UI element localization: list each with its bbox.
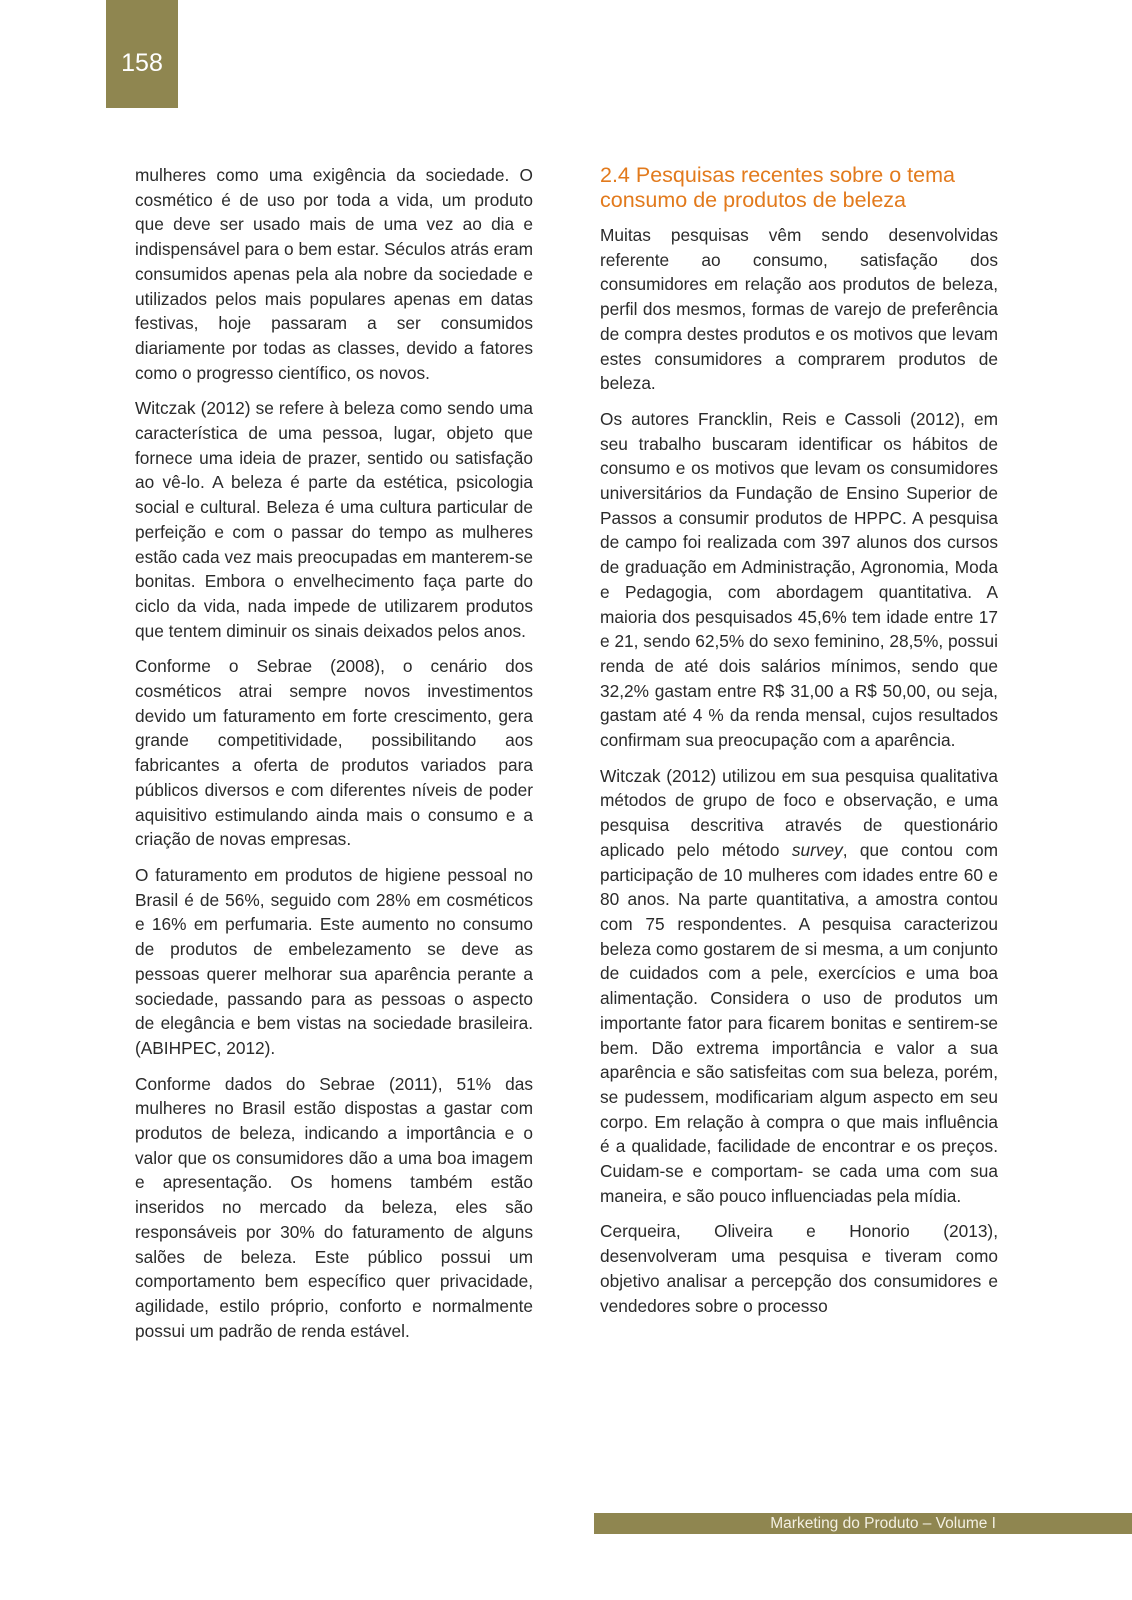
- section-heading: 2.4 Pesquisas recentes sobre o tema consumo de produtos de beleza: [600, 163, 955, 212]
- paragraph: mulheres como uma exigência da sociedade. O cosmético é de uso por toda a vida, um produto que deve ser usado mais de uma vez ao dia e indispensável para o bem estar. Séculos atrás eram consumidos apenas pela ala nobre da sociedade e utilizados pelos mais populares apenas em datas festivas, hoje passaram a ser consumidos diariamente por todas as classes, devido a fatores como o progresso científico, os novos.: [135, 165, 533, 383]
- paragraph: Os autores Francklin, Reis e Cassoli (2012), em seu trabalho buscaram identificar os hábitos de consumo e os motivos que levam os consumidores universitários da Fundação de Ensino Superior de Passos a consumir produtos de HPPC. A pesquisa de campo foi realizada com 397 alunos dos cursos de graduação em Administração, Agronomia, Moda e Pedagogia, com abordagem quantitativa. A maioria dos pesquisados 45,6% tem idade entre 17 e 21, sendo 62,5% do sexo feminino, 28,5%, possui renda de até dois salários mínimos, sendo que 32,2% gastam entre R$ 31,00 a R$ 50,00, ou seja, gastam até 4 % da renda mensal, cujos resultados confirmam sua preocupação com a aparência.: [600, 408, 998, 751]
- right-column: [600, 163, 998, 1329]
- paragraph: [600, 764, 998, 1209]
- paragraph: Witczak (2012) se refere à beleza como sendo uma característica de uma pessoa, lugar, objeto que fornece uma ideia de prazer, sentido ou satisfação ao vê-lo. A beleza é parte da estética, psicologia social e cultural. Beleza é uma cultura particular de perfeição e com o passar do tempo as mulheres estão cada vez mais preocupadas em manterem-se bonitas. Embora o envelhecimento faça parte do ciclo da vida, nada impede de utilizarem produtos que tentem diminuir os sinais deixados pelos anos.: [135, 398, 533, 641]
- footer-title: Marketing do Produto – Volume I: [770, 1515, 996, 1532]
- footer-bar: [594, 1513, 1132, 1534]
- left-column: [135, 163, 533, 1354]
- paragraph-text: , que contou com participação de 10 mulheres com idades entre 60 e 80 anos. Na parte quantitativa, a amostra contou com 75 respondentes. A pesquisa caracterizou beleza como gostarem de si mesma, a um conjunto de cuidados com a pele, exercícios e uma boa alimentação. Considera o uso de produtos um importante fator para ficarem bonitas e sentirem-se bem. Dão extrema importância e valor a sua aparência e são satisfeitas com sua beleza, porém, se pudessem, modificariam algum aspecto em seu corpo. Em relação à compra o que mais influência é a qualidade, facilidade de encontrar e os preços. Cuidam-se e comportam- se cada uma com sua maneira, e são pouco influenciadas pela mídia.: [600, 839, 999, 1206]
- paragraph: Muitas pesquisas vêm sendo desenvolvidas referente ao consumo, satisfação dos consumidores em relação aos produtos de beleza, perfil dos mesmos, formas de varejo de preferência de compra destes produtos e os motivos que levam estes consumidores a comprarem produtos de beleza.: [600, 225, 998, 394]
- italic-term: survey: [791, 839, 843, 860]
- paragraph: Conforme dados do Sebrae (2011), 51% das mulheres no Brasil estão dispostas a gastar com produtos de beleza, indicando a importância e o valor que os consumidores dão a uma boa imagem e apresentação. Os homens também estão inseridos no mercado da beleza, eles são responsáveis por 30% do faturamento de alguns salões de beleza. Este público possui um comportamento bem específico quer privacidade, agilidade, estilo próprio, conforto e normalmente possui um padrão de renda estável.: [135, 1073, 533, 1341]
- paragraph: O faturamento em produtos de higiene pessoal no Brasil é de 56%, seguido com 28% em cosméticos e 16% em perfumaria. Este aumento no consumo de produtos de embelezamento se deve as pessoas querer melhorar sua aparência perante a sociedade, passando para as pessoas o aspecto de elegância e bem vistas na sociedade brasileira. (ABIHPEC, 2012).: [135, 864, 533, 1058]
- paragraph: Conforme o Sebrae (2008), o cenário dos cosméticos atrai sempre novos investimentos devido um faturamento em forte crescimento, gera grande competitividade, possibilitando aos fabricantes a oferta de produtos variados para públicos diversos e com diferentes níveis de poder aquisitivo estimulando ainda mais o consumo e a criação de novas empresas.: [135, 656, 533, 850]
- page-number-tab: [106, 0, 178, 108]
- page-number: 158: [121, 49, 163, 77]
- paragraph: Cerqueira, Oliveira e Honorio (2013), desenvolveram uma pesquisa e tiveram como objetivo analisar a percepção dos consumidores e vendedores sobre o processo: [600, 1221, 998, 1316]
- paragraph-text: Witczak (2012) utilizou em sua pesquisa qualitativa métodos de grupo de foco e observação, e uma pesquisa descritiva através de questionário aplicado pelo método: [600, 765, 998, 860]
